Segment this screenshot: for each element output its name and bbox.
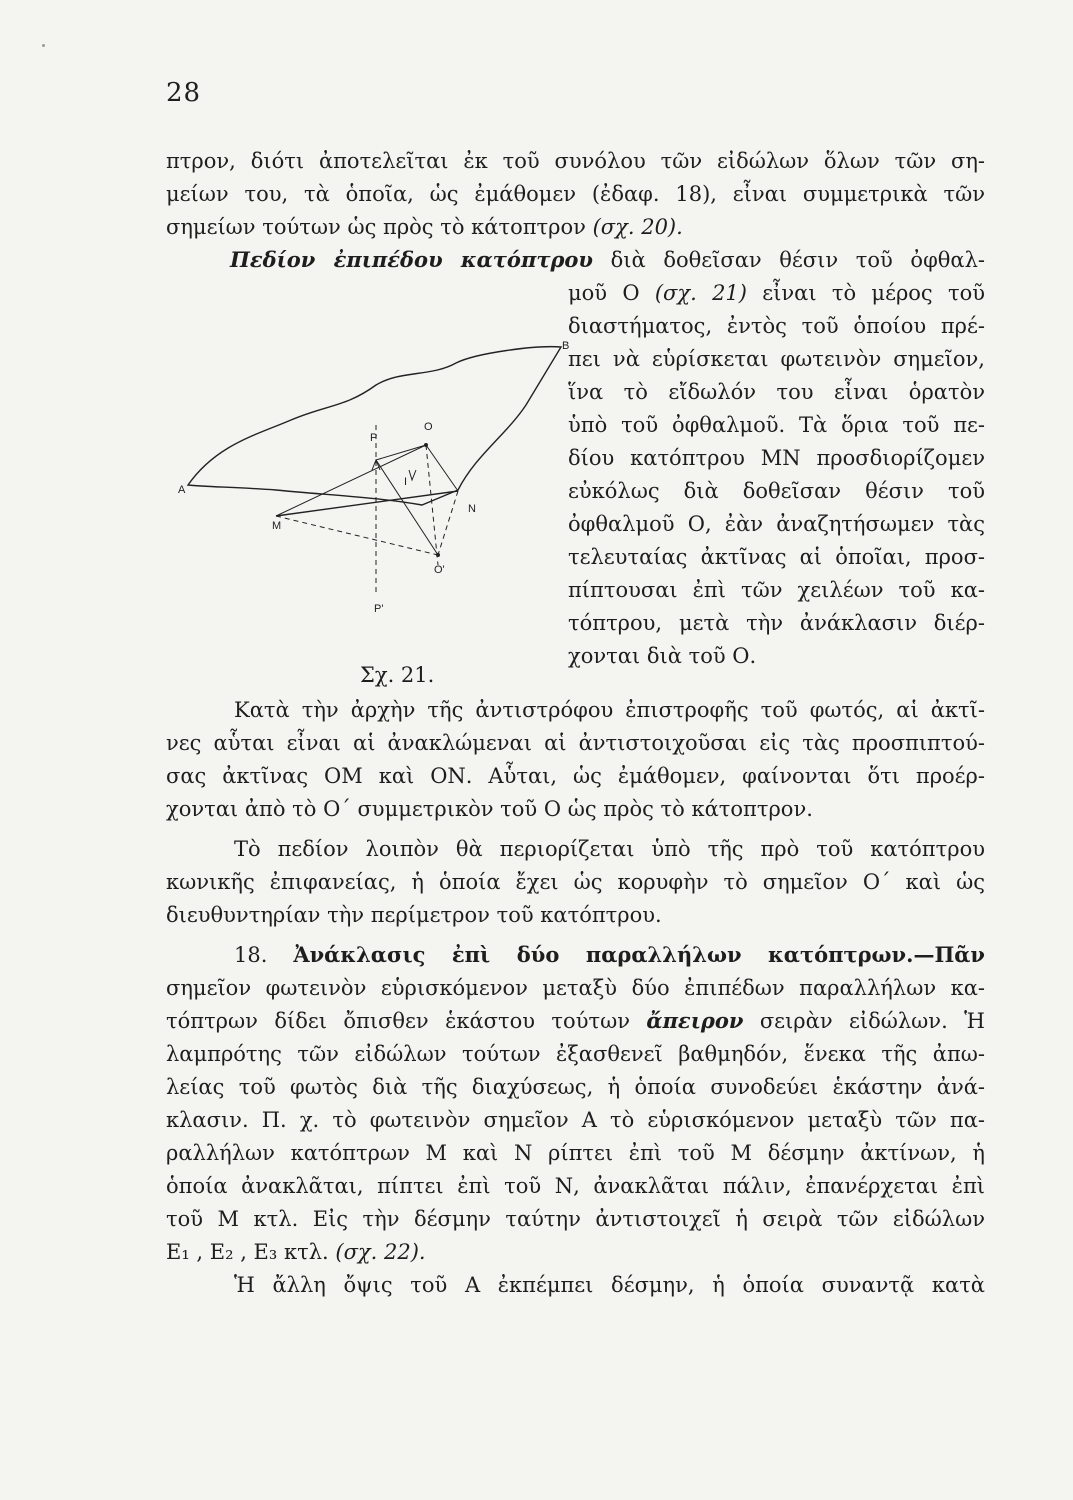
text-line: εὐκόλως διὰ δοθεῖσαν θέσιν τοῦ (568, 479, 985, 503)
text-line: ὁποία ἀνακλᾶται, πίπτει ἐπὶ τοῦ Ν, ἀνακλᾶται πάλιν, ἐπανέρχεται ἐπὶ (166, 1174, 985, 1198)
label-N: N (468, 503, 476, 515)
text-line: πτρον, διότι ἀποτελεῖται ἐκ τοῦ συνόλου τῶν εἰδώλων ὅλων τῶν ση- (166, 149, 985, 173)
text-fragment: σειρὰν εἰδώλων. Ἡ (759, 1009, 985, 1033)
normal-line-2 (426, 445, 438, 565)
text-line: χονται διὰ τοῦ Ο. (568, 644, 757, 668)
label-O-prime: O' (434, 564, 445, 576)
text-fragment: τόπτρων δίδει ὄπισθεν ἑκάστου τούτων (166, 1009, 630, 1033)
arrow-icon (409, 470, 416, 480)
section-number: 18. (234, 943, 268, 967)
text-fragment: σημείων τούτων ὡς πρὸς τὸ κάτοπτρον (166, 215, 586, 239)
label-M: M (272, 520, 282, 532)
text-line: μείων του, τὰ ὁποῖα, ὡς ἐμάθομεν (ἐδαφ. 18), εἶναι συμμετρικὰ τῶν (166, 182, 985, 206)
ray-MO-prime (276, 516, 438, 555)
page-speck (42, 44, 45, 47)
text-line: ραλλήλων κατόπτρων Μ καὶ Ν ρίπτει ἐπὶ τοῦ Μ δέσμην ἀκτίνων, ἡ (166, 1141, 985, 1165)
text-line (166, 1237, 985, 1267)
ray-NO-prime (438, 491, 458, 555)
emphasis: ἄπειρον (646, 1008, 744, 1033)
label-O: O (424, 421, 433, 433)
label-P: P (370, 432, 378, 444)
text-line: Κατὰ τὴν ἀρχὴν τῆς ἀντιστρόφου ἐπιστροφῆς τοῦ φωτός, αἱ ἀκτῖ- (234, 698, 985, 722)
figure-21-diagram (176, 325, 576, 625)
text-line: σας ἀκτῖνας ΟΜ καὶ ΟΝ. Αὗται, ὡς ἐμάθομεν, φαίνονται ὅτι προέρ- (166, 764, 985, 788)
text-line: ἵνα τὸ εἴδωλόν του εἶναι ὁρατὸν (568, 380, 985, 404)
figure-caption: Σχ. 21. (360, 663, 435, 687)
label-A: A (178, 484, 186, 496)
page-number: 28 (166, 78, 202, 108)
figure-reference: (σχ. 22). (335, 1240, 426, 1264)
label-P-prime: P' (374, 603, 384, 615)
text-line (166, 212, 985, 242)
label-B: B (562, 340, 570, 352)
text-line (568, 278, 985, 308)
text-fragment: —Πᾶν (913, 942, 985, 967)
ray-PO (376, 445, 426, 460)
text-line: κωνικῆς ἐπιφανείας, ἡ ὁποία ἔχει ὡς κορυφὴν τὸ σημεῖον Ο΄ καὶ ὡς (166, 870, 985, 894)
text-fragment: Ε₁ , Ε₂ , Ε₃ κτλ. (166, 1240, 329, 1264)
figure-21 (176, 325, 576, 625)
figure-reference: (σχ. 20). (592, 215, 683, 239)
text-line: διαστήματος, ἐντὸς τοῦ ὁποίου πρέ- (568, 314, 985, 338)
text-line: νες αὗται εἶναι αἱ ἀνακλώμεναι αἱ ἀντιστοιχοῦσαι εἰς τὰς προσπιπτού- (166, 731, 985, 755)
section-heading: Πεδίον ἐπιπέδου κατόπτρου (230, 247, 593, 272)
text-line: σημεῖον φωτεινὸν εὑρισκόμενον μεταξὺ δύο ἐπιπέδων παραλλήλων κα- (166, 976, 985, 1000)
text-line: λαμπρότης τῶν εἰδώλων τούτων ἐξασθενεῖ βαθμηδόν, ἕνεκα τῆς ἀπω- (166, 1042, 985, 1066)
text-fragment: διὰ δοθεῖσαν θέσιν τοῦ ὀφθαλ- (610, 248, 986, 272)
mirror-outline (188, 347, 561, 505)
section-heading: Ἀνάκλασις ἐπὶ δύο παραλλήλων κατόπτρων. (293, 942, 914, 967)
text-line: τελευταίας ἀκτῖνας αἱ ὁποῖαι, προσ- (568, 545, 985, 569)
text-line: χονται ἀπὸ τὸ Ο΄ συμμετρικὸν τοῦ Ο ὡς πρὸς τὸ κάτοπτρον. (166, 797, 813, 821)
text-line: πει νὰ εὑρίσκεται φωτεινὸν σημεῖον, (568, 347, 985, 371)
text-line: διευθυντηρίαν τὴν περίμετρον τοῦ κατόπτρου. (166, 903, 662, 927)
point-O-prime (436, 553, 440, 557)
text-line: πίπτουσαι ἐπὶ τῶν χειλέων τοῦ κα- (568, 578, 985, 602)
text-line: Ἡ ἄλλη ὄψις τοῦ Α ἐκπέμπει δέσμην, ἡ ὁποία συναντᾷ κατὰ (234, 1273, 985, 1297)
text-line (166, 1006, 985, 1036)
text-fragment: μοῦ Ο (568, 281, 640, 305)
figure-reference: (σχ. 21) (654, 281, 747, 305)
text-line: κλασιν. Π. χ. τὸ φωτεινὸν σημεῖον Α τὸ εὑρισκόμενον μεταξὺ τῶν πα- (166, 1108, 985, 1132)
label-I: I (404, 476, 408, 488)
text-line: ὑπὸ τοῦ ὀφθαλμοῦ. Τὰ ὅρια τοῦ πε- (568, 413, 985, 437)
ray-ON (426, 445, 458, 491)
text-line: λείας τοῦ φωτὸς διὰ τῆς διαχύσεως, ἡ ὁποία συνοδεύει ἑκάστην ἀνά- (166, 1075, 985, 1099)
text-line: τόπτρου, μετὰ τὴν ἀνάκλασιν διέρ- (568, 611, 985, 635)
point-O (424, 443, 428, 447)
section-heading-line (234, 940, 985, 970)
text-line: Τὸ πεδίον λοιπὸν θὰ περιορίζεται ὑπὸ τῆς πρὸ τοῦ κατόπτρου (234, 837, 985, 861)
section-heading-line (230, 245, 985, 275)
text-line: ὀφθαλμοῦ Ο, ἐὰν ἀναζητήσωμεν τὰς (568, 512, 985, 536)
text-fragment: εἶναι τὸ μέρος τοῦ (762, 281, 986, 305)
text-line: δίου κατόπτρου ΜΝ προσδιορίζομεν (568, 446, 985, 470)
text-line: τοῦ Μ κτλ. Εἰς τὴν δέσμην ταύτην ἀντιστοιχεῖ ἡ σειρὰ τῶν εἰδώλων (166, 1207, 985, 1231)
